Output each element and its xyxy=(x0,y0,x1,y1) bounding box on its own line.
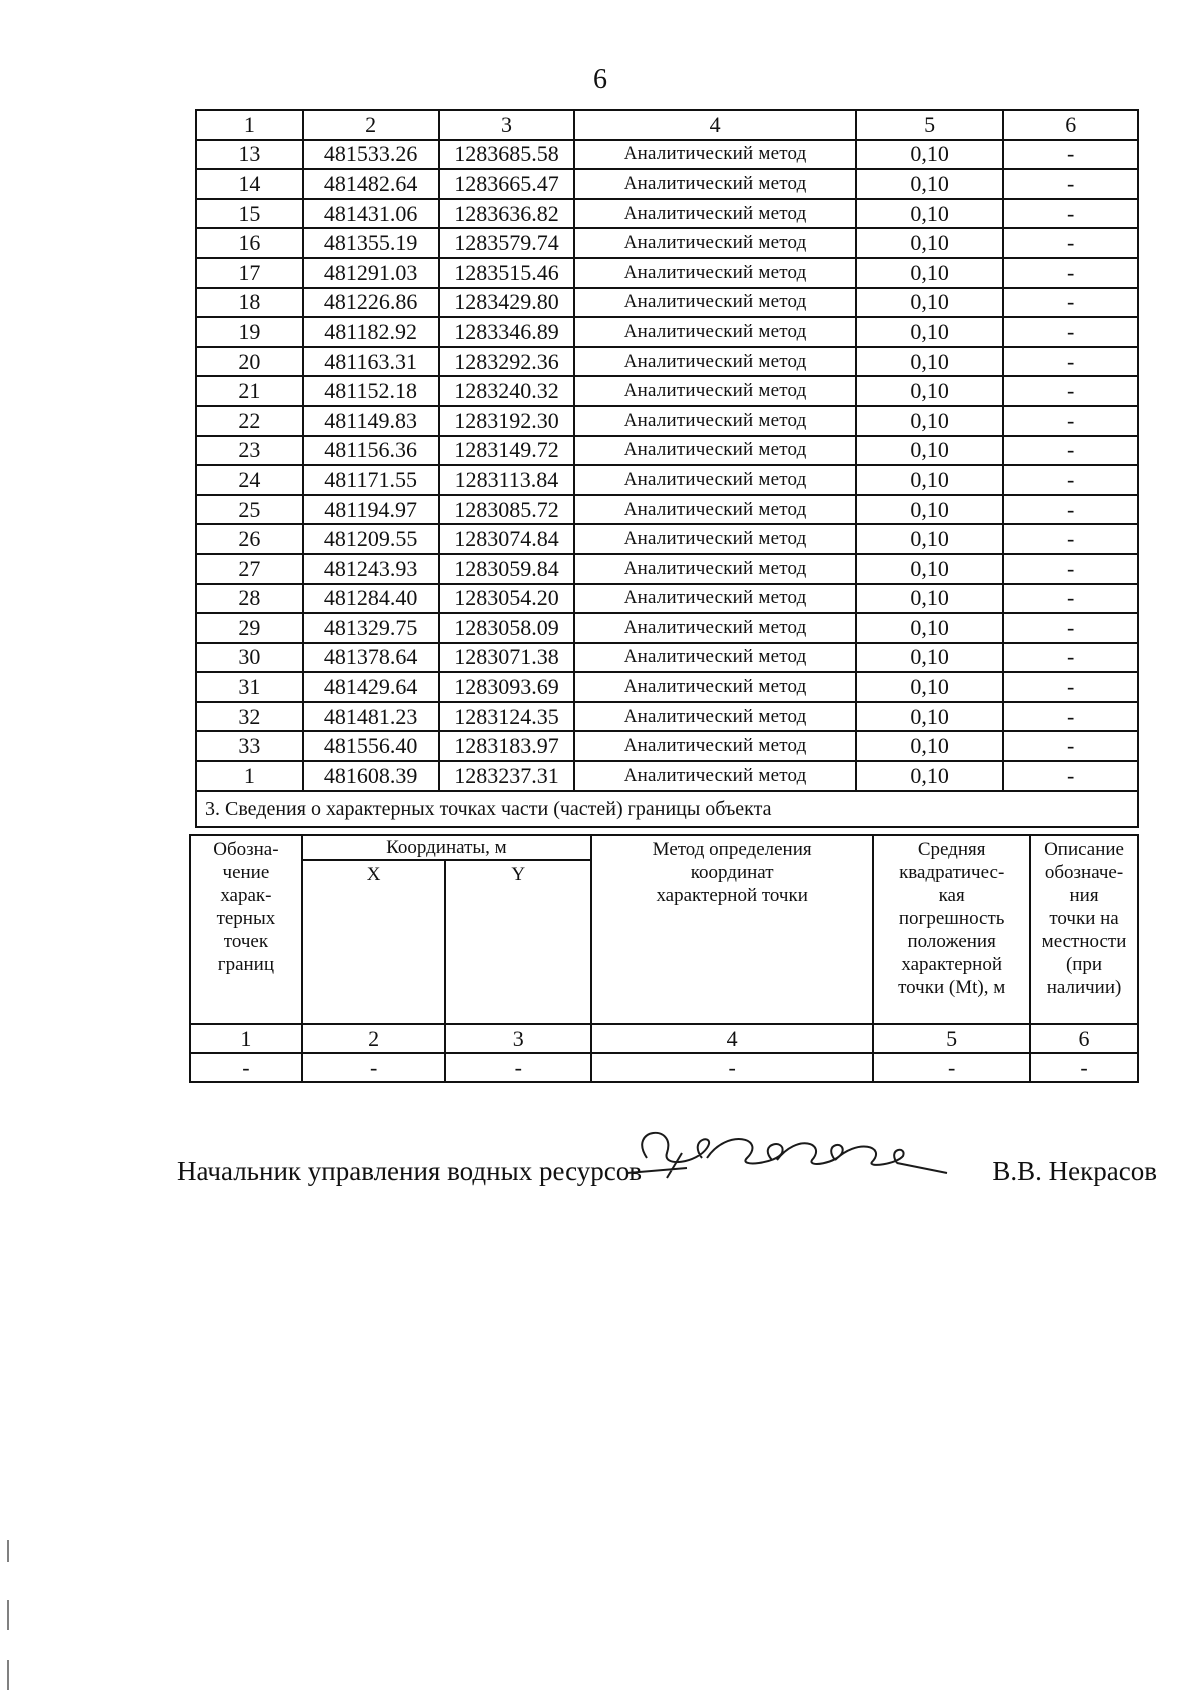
section-3-title: 3. Сведения о характерных точках части (частей) границы объекта xyxy=(196,791,1138,827)
description-cell: - xyxy=(1003,554,1138,584)
section-3-table xyxy=(189,834,1139,1083)
x-cell: 481149.83 xyxy=(303,406,439,436)
method-cell: Аналитический метод xyxy=(574,199,855,229)
table-row xyxy=(196,702,1138,732)
method-cell: Аналитический метод xyxy=(574,436,855,466)
col-error-header: Средняя квадратичес- кая погрешность положения характерной точки (Mt), м xyxy=(873,835,1030,1024)
description-cell: - xyxy=(1003,672,1138,702)
section-3-number-row xyxy=(190,1024,1138,1053)
col-x-header: X xyxy=(302,860,446,1024)
description-cell: - xyxy=(1003,436,1138,466)
empty-cell: - xyxy=(873,1053,1030,1082)
table-row xyxy=(196,584,1138,614)
y-cell: 1283237.31 xyxy=(439,761,575,791)
accuracy-cell: 0,10 xyxy=(856,554,1004,584)
header-cell: 4 xyxy=(574,110,855,140)
col-designation-header: Обозна- чение харак- терных точек границ xyxy=(190,835,302,1024)
x-cell: 481284.40 xyxy=(303,584,439,614)
accuracy-cell: 0,10 xyxy=(856,436,1004,466)
method-cell: Аналитический метод xyxy=(574,140,855,170)
point-number-cell: 32 xyxy=(196,702,303,732)
accuracy-cell: 0,10 xyxy=(856,406,1004,436)
method-cell: Аналитический метод xyxy=(574,258,855,288)
point-number-cell: 22 xyxy=(196,406,303,436)
x-cell: 481431.06 xyxy=(303,199,439,229)
method-cell: Аналитический метод xyxy=(574,347,855,377)
point-number-cell: 27 xyxy=(196,554,303,584)
point-number-cell: 23 xyxy=(196,436,303,466)
y-cell: 1283124.35 xyxy=(439,702,575,732)
col-coordinates-header: Координаты, м xyxy=(302,835,591,860)
x-cell: 481152.18 xyxy=(303,376,439,406)
accuracy-cell: 0,10 xyxy=(856,672,1004,702)
description-cell: - xyxy=(1003,495,1138,525)
y-cell: 1283429.80 xyxy=(439,288,575,318)
accuracy-cell: 0,10 xyxy=(856,258,1004,288)
x-cell: 481329.75 xyxy=(303,613,439,643)
handwritten-signature xyxy=(607,1118,977,1188)
description-cell: - xyxy=(1003,169,1138,199)
point-number-cell: 13 xyxy=(196,140,303,170)
empty-cell: - xyxy=(190,1053,302,1082)
point-number-cell: 21 xyxy=(196,376,303,406)
description-cell: - xyxy=(1003,140,1138,170)
table-row xyxy=(196,436,1138,466)
description-cell: - xyxy=(1003,288,1138,318)
method-cell: Аналитический метод xyxy=(574,317,855,347)
description-cell: - xyxy=(1003,584,1138,614)
x-cell: 481194.97 xyxy=(303,495,439,525)
point-number-cell: 15 xyxy=(196,199,303,229)
x-cell: 481243.93 xyxy=(303,554,439,584)
section-3-header-row xyxy=(190,835,1138,860)
table-row xyxy=(196,317,1138,347)
description-cell: - xyxy=(1003,613,1138,643)
accuracy-cell: 0,10 xyxy=(856,140,1004,170)
number-cell: 3 xyxy=(445,1024,591,1053)
method-cell: Аналитический метод xyxy=(574,376,855,406)
section-title-row xyxy=(196,791,1138,827)
accuracy-cell: 0,10 xyxy=(856,288,1004,318)
point-number-cell: 16 xyxy=(196,228,303,258)
description-cell: - xyxy=(1003,228,1138,258)
point-number-cell: 31 xyxy=(196,672,303,702)
y-cell: 1283058.09 xyxy=(439,613,575,643)
method-cell: Аналитический метод xyxy=(574,643,855,673)
x-cell: 481355.19 xyxy=(303,228,439,258)
description-cell: - xyxy=(1003,258,1138,288)
description-cell: - xyxy=(1003,524,1138,554)
table-row xyxy=(196,613,1138,643)
method-cell: Аналитический метод xyxy=(574,584,855,614)
col-description-header: Описание обозначе- ния точки на местности (при наличии) xyxy=(1030,835,1138,1024)
col-y-header: Y xyxy=(445,860,591,1024)
method-cell: Аналитический метод xyxy=(574,406,855,436)
y-cell: 1283071.38 xyxy=(439,643,575,673)
table-row xyxy=(196,347,1138,377)
accuracy-cell: 0,10 xyxy=(856,465,1004,495)
point-number-cell: 14 xyxy=(196,169,303,199)
table-row xyxy=(196,554,1138,584)
method-cell: Аналитический метод xyxy=(574,761,855,791)
header-cell: 5 xyxy=(856,110,1004,140)
number-cell: 5 xyxy=(873,1024,1030,1053)
table-row xyxy=(196,465,1138,495)
section-3-empty-row xyxy=(190,1053,1138,1082)
y-cell: 1283183.97 xyxy=(439,731,575,761)
table-header-row xyxy=(196,110,1138,140)
x-cell: 481226.86 xyxy=(303,288,439,318)
coordinates-table xyxy=(195,109,1139,828)
y-cell: 1283292.36 xyxy=(439,347,575,377)
table-row xyxy=(196,258,1138,288)
point-number-cell: 18 xyxy=(196,288,303,318)
point-number-cell: 25 xyxy=(196,495,303,525)
table-row xyxy=(196,731,1138,761)
table-row xyxy=(196,140,1138,170)
point-number-cell: 1 xyxy=(196,761,303,791)
x-cell: 481533.26 xyxy=(303,140,439,170)
empty-cell: - xyxy=(302,1053,446,1082)
point-number-cell: 19 xyxy=(196,317,303,347)
description-cell: - xyxy=(1003,731,1138,761)
accuracy-cell: 0,10 xyxy=(856,169,1004,199)
method-cell: Аналитический метод xyxy=(574,702,855,732)
number-cell: 4 xyxy=(591,1024,873,1053)
method-cell: Аналитический метод xyxy=(574,495,855,525)
margin-marks xyxy=(0,1540,20,1700)
method-cell: Аналитический метод xyxy=(574,524,855,554)
x-cell: 481608.39 xyxy=(303,761,439,791)
empty-cell: - xyxy=(1030,1053,1138,1082)
y-cell: 1283149.72 xyxy=(439,436,575,466)
description-cell: - xyxy=(1003,465,1138,495)
accuracy-cell: 0,10 xyxy=(856,376,1004,406)
point-number-cell: 26 xyxy=(196,524,303,554)
empty-cell: - xyxy=(591,1053,873,1082)
y-cell: 1283113.84 xyxy=(439,465,575,495)
description-cell: - xyxy=(1003,406,1138,436)
y-cell: 1283685.58 xyxy=(439,140,575,170)
x-cell: 481481.23 xyxy=(303,702,439,732)
x-cell: 481291.03 xyxy=(303,258,439,288)
description-cell: - xyxy=(1003,761,1138,791)
table-row xyxy=(196,228,1138,258)
signatory-name: В.В. Некрасов xyxy=(992,1156,1157,1186)
table-row xyxy=(196,288,1138,318)
number-cell: 1 xyxy=(190,1024,302,1053)
point-number-cell: 17 xyxy=(196,258,303,288)
x-cell: 481171.55 xyxy=(303,465,439,495)
header-cell: 1 xyxy=(196,110,303,140)
y-cell: 1283059.84 xyxy=(439,554,575,584)
accuracy-cell: 0,10 xyxy=(856,199,1004,229)
method-cell: Аналитический метод xyxy=(574,672,855,702)
col-method-header: Метод определения координат характерной точки xyxy=(591,835,873,1024)
x-cell: 481182.92 xyxy=(303,317,439,347)
method-cell: Аналитический метод xyxy=(574,228,855,258)
table-row xyxy=(196,376,1138,406)
accuracy-cell: 0,10 xyxy=(856,584,1004,614)
point-number-cell: 33 xyxy=(196,731,303,761)
table-row xyxy=(196,406,1138,436)
header-cell: 2 xyxy=(303,110,439,140)
accuracy-cell: 0,10 xyxy=(856,228,1004,258)
point-number-cell: 28 xyxy=(196,584,303,614)
coordinates-table-body xyxy=(196,110,1138,791)
x-cell: 481156.36 xyxy=(303,436,439,466)
x-cell: 481556.40 xyxy=(303,731,439,761)
method-cell: Аналитический метод xyxy=(574,288,855,318)
x-cell: 481378.64 xyxy=(303,643,439,673)
point-number-cell: 29 xyxy=(196,613,303,643)
x-cell: 481209.55 xyxy=(303,524,439,554)
signature-block xyxy=(177,1152,1157,1192)
accuracy-cell: 0,10 xyxy=(856,317,1004,347)
x-cell: 481163.31 xyxy=(303,347,439,377)
method-cell: Аналитический метод xyxy=(574,613,855,643)
accuracy-cell: 0,10 xyxy=(856,613,1004,643)
accuracy-cell: 0,10 xyxy=(856,731,1004,761)
point-number-cell: 24 xyxy=(196,465,303,495)
method-cell: Аналитический метод xyxy=(574,465,855,495)
x-cell: 481482.64 xyxy=(303,169,439,199)
accuracy-cell: 0,10 xyxy=(856,495,1004,525)
table-row xyxy=(196,169,1138,199)
description-cell: - xyxy=(1003,643,1138,673)
header-cell: 6 xyxy=(1003,110,1138,140)
description-cell: - xyxy=(1003,376,1138,406)
empty-cell: - xyxy=(445,1053,591,1082)
y-cell: 1283054.20 xyxy=(439,584,575,614)
y-cell: 1283515.46 xyxy=(439,258,575,288)
table-row xyxy=(196,672,1138,702)
description-cell: - xyxy=(1003,317,1138,347)
table-row xyxy=(196,524,1138,554)
y-cell: 1283085.72 xyxy=(439,495,575,525)
table-row xyxy=(196,761,1138,791)
accuracy-cell: 0,10 xyxy=(856,524,1004,554)
header-cell: 3 xyxy=(439,110,575,140)
accuracy-cell: 0,10 xyxy=(856,761,1004,791)
y-cell: 1283074.84 xyxy=(439,524,575,554)
number-cell: 2 xyxy=(302,1024,446,1053)
description-cell: - xyxy=(1003,347,1138,377)
y-cell: 1283579.74 xyxy=(439,228,575,258)
description-cell: - xyxy=(1003,702,1138,732)
method-cell: Аналитический метод xyxy=(574,731,855,761)
y-cell: 1283192.30 xyxy=(439,406,575,436)
accuracy-cell: 0,10 xyxy=(856,702,1004,732)
signatory-title: Начальник управления водных ресурсов xyxy=(177,1156,642,1186)
page-number: 6 xyxy=(593,64,607,95)
accuracy-cell: 0,10 xyxy=(856,347,1004,377)
accuracy-cell: 0,10 xyxy=(856,643,1004,673)
y-cell: 1283240.32 xyxy=(439,376,575,406)
y-cell: 1283636.82 xyxy=(439,199,575,229)
table-row xyxy=(196,199,1138,229)
method-cell: Аналитический метод xyxy=(574,554,855,584)
point-number-cell: 20 xyxy=(196,347,303,377)
x-cell: 481429.64 xyxy=(303,672,439,702)
point-number-cell: 30 xyxy=(196,643,303,673)
description-cell: - xyxy=(1003,199,1138,229)
table-row xyxy=(196,495,1138,525)
table-row xyxy=(196,643,1138,673)
y-cell: 1283093.69 xyxy=(439,672,575,702)
y-cell: 1283665.47 xyxy=(439,169,575,199)
y-cell: 1283346.89 xyxy=(439,317,575,347)
method-cell: Аналитический метод xyxy=(574,169,855,199)
number-cell: 6 xyxy=(1030,1024,1138,1053)
